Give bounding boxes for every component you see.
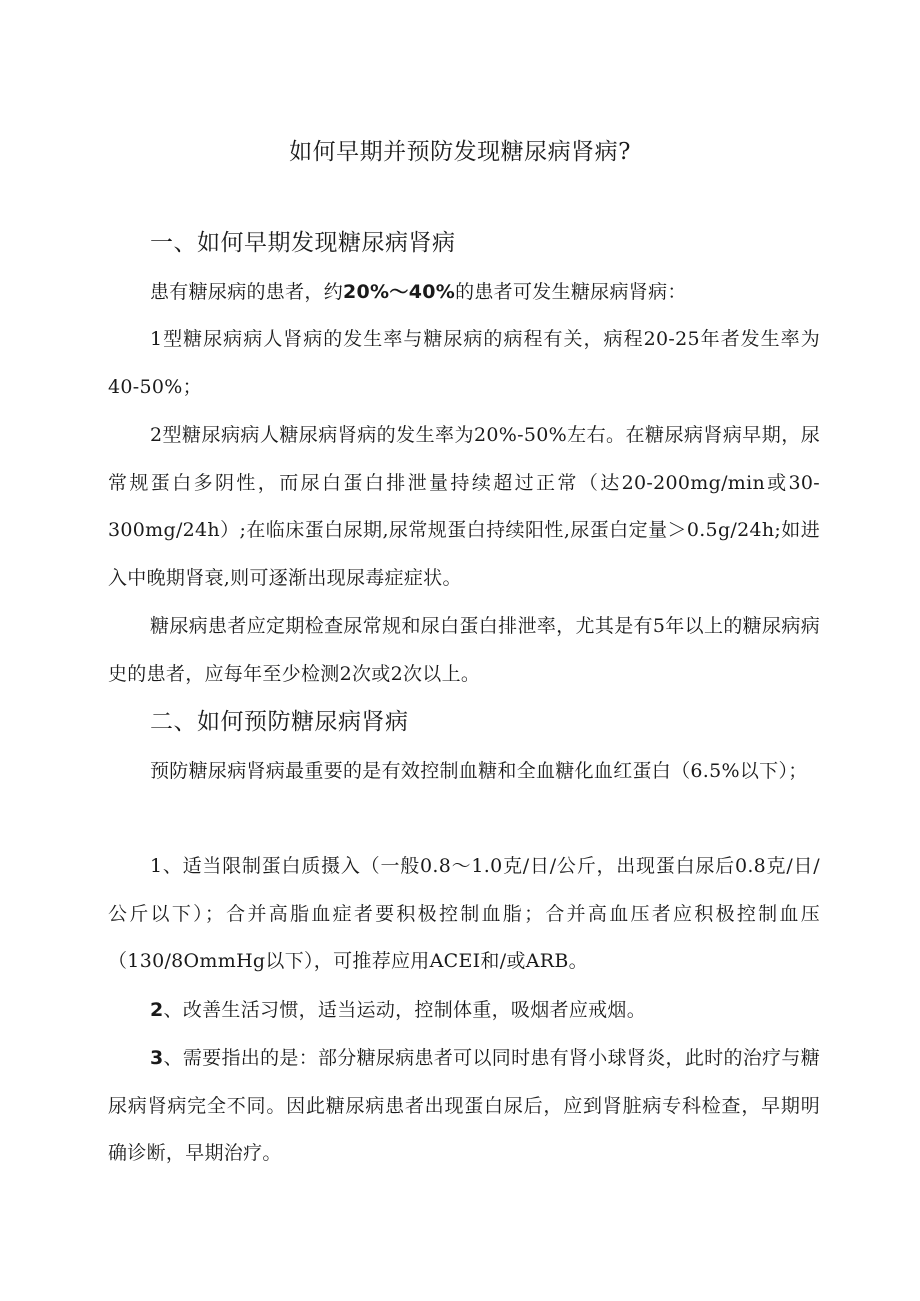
paragraph-incidence-text-c: 的患者可发生糖尿病肾病： [455,281,687,303]
paragraph-type1: 1型糖尿病病人肾病的发生率与糖尿病的病程有关，病程20-25年者发生率为40-50%； [108,328,820,398]
paragraph-lifestyle [108,987,820,1035]
section-heading-detection: 一、如何早期发现糖尿病肾病 [150,230,456,256]
section-heading-prevention: 二、如何预防糖尿病肾病 [150,709,409,735]
paragraph-incidence-text-a: 患有糖尿病的患者，约 [150,281,344,303]
paragraph-glomerulonephritis-text: 、需要指出的是：部分糖尿病患者可以同时患有肾小球肾炎，此时的治疗与糖尿病肾病完全不同。因此糖尿病患者出现蛋白尿后，应到肾脏病专科检查，早期明确诊断，早期治疗。 [108,1047,820,1164]
paragraph-screening: 糖尿病患者应定期检查尿常规和尿白蛋白排泄率，尤其是有5年以上的糖尿病病史的患者，应每年至少检测2次或2次以上。 [108,615,820,685]
paragraph-glomerulonephritis [108,1035,820,1178]
paragraph-lifestyle-text: 、改善生活习惯，适当运动，控制体重，吸烟者应戒烟。 [163,999,647,1021]
paragraph-incidence [108,269,820,317]
item-number-2: 2 [150,999,164,1021]
paragraph-type2: 2型糖尿病病人糖尿病肾病的发生率为20%-50%左右。在糖尿病肾病早期，尿常规蛋白多阴性，而尿白蛋白排泄量持续超过正常（达20-200mg/min或30-300mg/24h）;在临床蛋白尿期,尿常规蛋白持续阳性,尿蛋白定量＞0.5g/24h;如进入中晚期肾衰,则可逐渐出现尿毒症症状。 [108,424,820,589]
paragraph-glycemic-control: 预防糖尿病肾病最重要的是有效控制血糖和全血糖化血红蛋白（6.5%以下）； [150,760,808,782]
incidence-percentage: 20%～40% [343,281,456,303]
paragraph-protein-restriction: 1、适当限制蛋白质摄入（一般0.8～1.0克/日/公斤，出现蛋白尿后0.8克/日/公斤以下）；合并高脂血症者要积极控制血脂；合并高血压者应积极控制血压（130/8OmmHg以下），可推荐应用ACEI和/或ARB。 [108,855,820,972]
item-number-3: 3 [150,1047,164,1069]
page-title: 如何早期并预防发现糖尿病肾病? [289,139,631,165]
